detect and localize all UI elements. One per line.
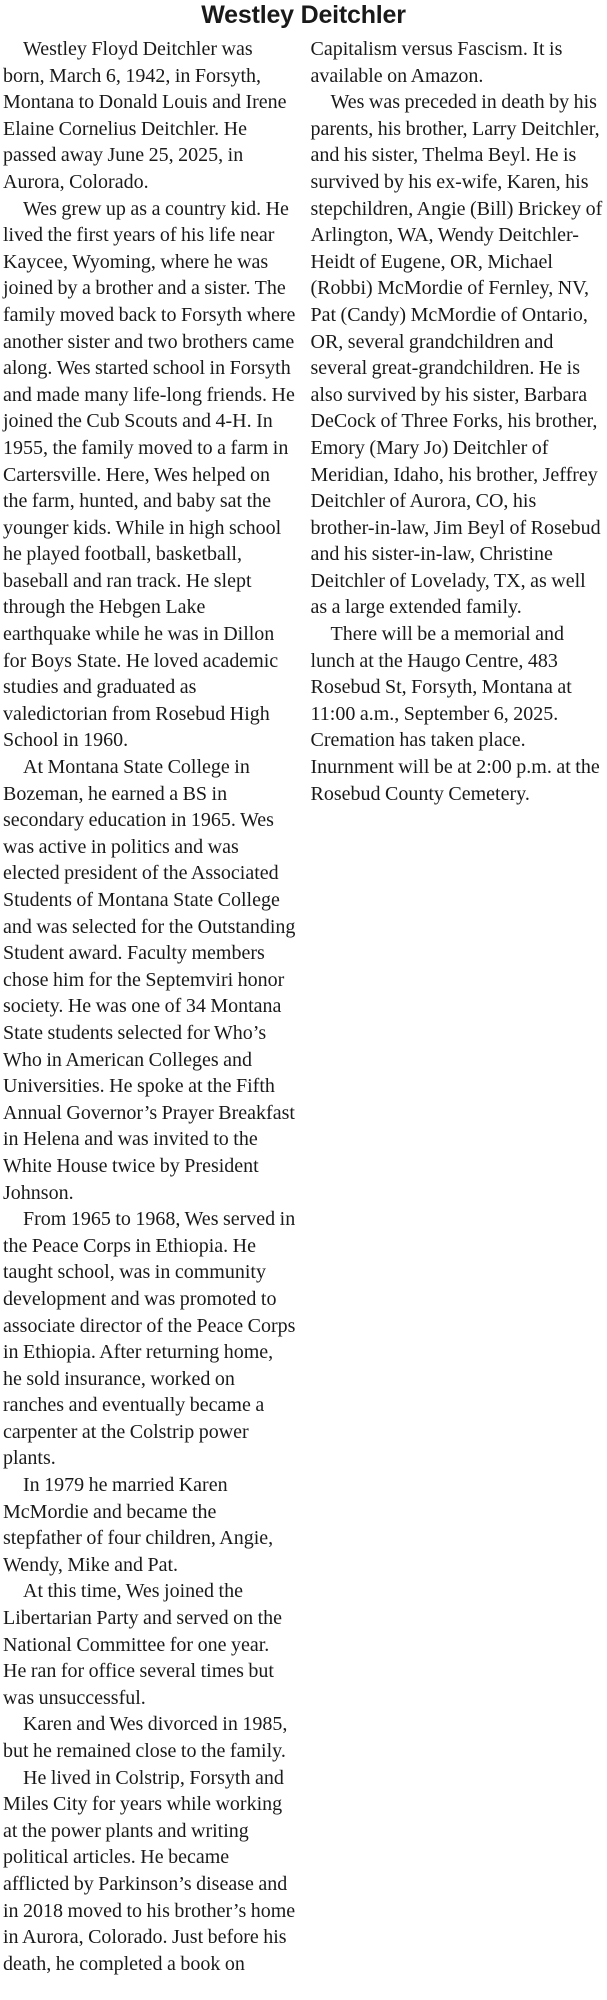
obituary-paragraph: There will be a memorial and lunch at the Haugo Centre, 483 Rosebud St, Forsyth, Montana at 11:00 a.m., September 6, 2025. Cremation has taken place. Inurnment will be at 2:00 p.m. at the Rosebud County Cemetery. <box>310 623 600 805</box>
obituary-paragraph: From 1965 to 1968, Wes served in the Peace Corps in Ethiopia. He taught school, was in community development and was promoted to associate director of the Peace Corps in Ethiopia. After returning home, he sold insurance, worked on ranches and eventually became a carpenter at the Colstrip power plants. <box>3 1208 296 1470</box>
obituary-paragraph: Wes was preceded in death by his parents, his brother, Larry Deitchler, and his sister, Thelma Beyl. He is survived by his ex-wife, Karen, his stepchildren, Angie (Bill) Brickey of Arlington, WA, Wendy Deitchler-Heidt of Eugene, OR, Michael (Robbi) McMordie of Fernley, NV, Pat (Candy) McMordie of Ontario, OR, several grandchildren and several great-grandchildren. He is also survived by his sister, Barbara DeCock of Three Forks, his brother, Emory (Mary Jo) Deitchler of Meridian, Idaho, his brother, Jeffrey Deitchler of Aurora, CO, his brother-in-law, Jim Beyl of Rosebud and his sister-in-law, Christine Deitchler of Lovelady, TX, as well as a large extended family. <box>310 91 603 619</box>
obituary-paragraph: He lived in Colstrip, Forsyth and Miles City for years while working at the power plants and writing political articles. He became afflicted by Parkinson’s disease and in 2018 moved to his brother’s home in Aurora, Colorado. Just before his death, he completed a book on Capitalism versus Fascism. It is available on Amazon. <box>3 38 563 1975</box>
obituary-paragraph: Westley Floyd Deitchler was born, March 6, 1942, in Forsyth, Montana to Donald Louis and Irene Elaine Cornelius Deitchler. He passed away June 25, 2025, in Aurora, Colorado. <box>3 38 287 193</box>
obituary-paragraph: In 1979 he married Karen McMordie and became the stepfather of four children, Angie, Wendy, Mike and Pat. <box>3 1474 274 1576</box>
obituary-paragraph: Karen and Wes divorced in 1985, but he remained close to the family. <box>3 1713 288 1762</box>
obituary-paragraph: At this time, Wes joined the Libertarian Party and served on the National Committee for one year. He ran for office several times but was unsuccessful. <box>3 1580 283 1709</box>
obituary-paragraph: Wes grew up as a country kid. He lived the first years of his life near Kaycee, Wyoming, where he was joined by a brother and a sister. The family moved back to Forsyth where another sister and two brothers came along. Wes started school in Forsyth and made many life-long friends. He joined the Cub Scouts and 4-H. In 1955, the family moved to a farm in Cartersville. Here, Wes helped on the farm, hunted, and baby sat the younger kids. While in high school he played football, basketball, baseball and ran track. He slept through the Hebgen Lake earthquake while he was in Dillon for Boys State. He loved academic studies and graduated as valedictorian from Rosebud High School in 1960. <box>3 197 296 752</box>
obituary-body <box>3 36 604 2000</box>
obituary-title: Westley Deitchler <box>201 1 406 29</box>
obituary-paragraph: At Montana State College in Bozeman, he earned a BS in secondary education in 1965. Wes was active in politics and was elected president of the Associated Students of Montana State College and was selected for the Outstanding Student award. Faculty members chose him for the Septemviri honor society. He was one of 34 Montana State students selected for Who’s Who in American Colleges and Universities. He spoke at the Fifth Annual Governor’s Prayer Breakfast in Helena and was invited to the White House twice by President Johnson. <box>3 756 296 1204</box>
